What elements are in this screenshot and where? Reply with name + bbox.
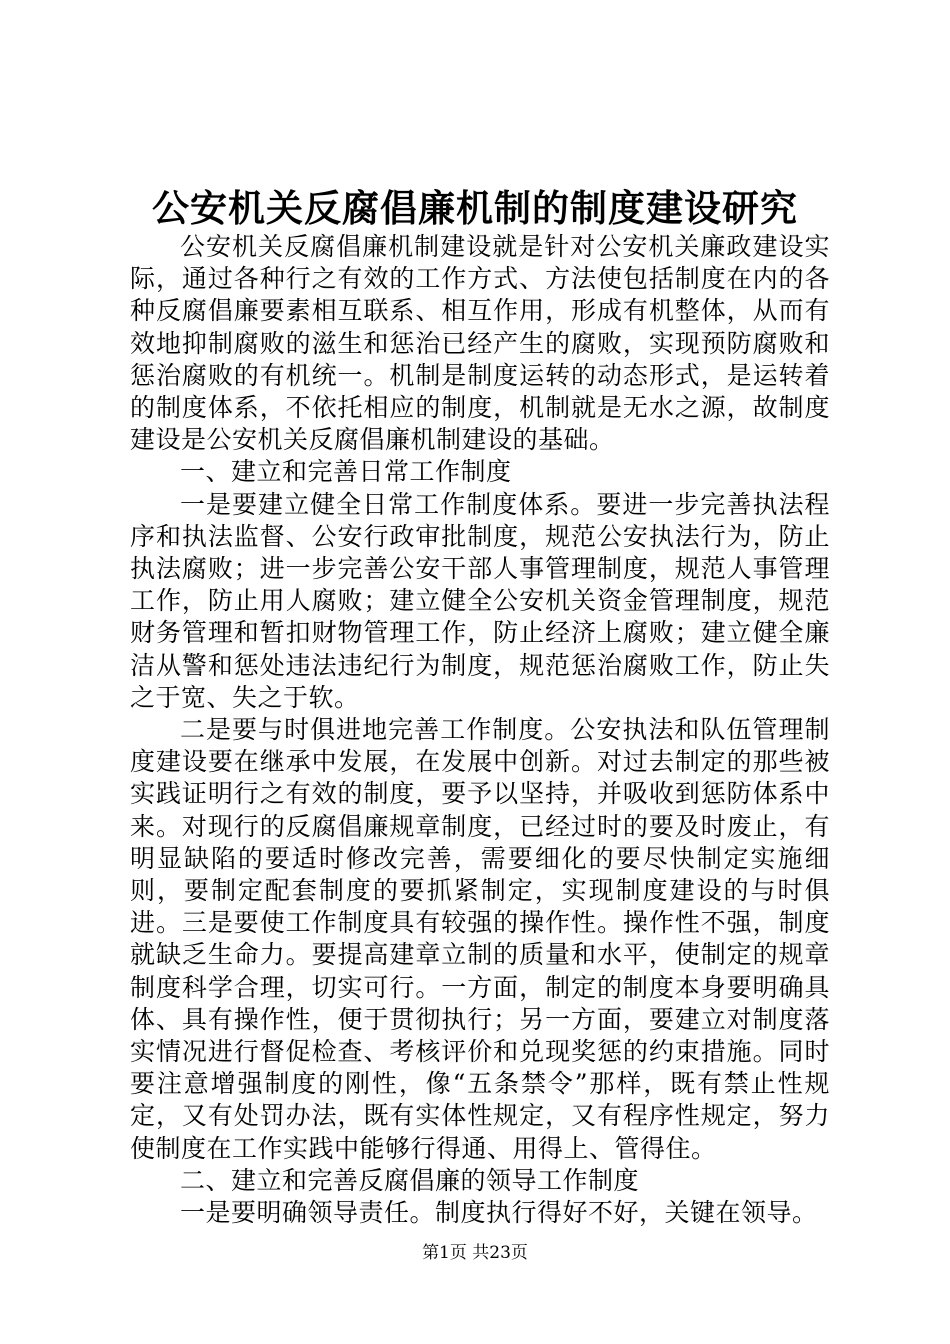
page-footer: 第1页 共23页 [422,1243,528,1263]
document-title: 公安机关反腐倡廉机制的制度建设研究 [152,186,798,230]
paragraph-2: 二是要与时俱进地完善工作制度。公安执法和队伍管理制度建设要在继承中发展，在发展中创新。对过去制定的那些被实践证明行之有效的制度，要予以坚持，并吸收到惩防体系中来。对现行的反腐倡廉规章制度，已经过时的要及时废止，有明显缺陷的要适时修改完善，需要细化的要尽快制定实施细则，要制定配套制度的要抓紧制定，实现制度建设的与时俱进。三是要使工作制度具有较强的操作性。操作性不强，制度就缺乏生命力。要提高建章立制的质量和水平，使制定的规章制度科学合理，切实可行。一方面，制定的制度本身要明确具体、具有操作性，便于贯彻执行；另一方面，要建立对制度落实情况进行督促检查、考核评价和兑现奖惩的约束措施。同时要注意增强制度的刚性，像“五条禁令”那样，既有禁止性规定，又有处罚办法，既有实体性规定，又有程序性规定，努力使制度在工作实践中能够行得通、用得上、管得住。 [130,715,830,1163]
paragraph-3: 一是要明确领导责任。制度执行得好不好，关键在领导。 [180,1198,818,1228]
section-heading-1: 一、建立和完善日常工作制度 [180,457,512,487]
paragraph-1: 一是要建立健全日常工作制度体系。要进一步完善执法程序和执法监督、公安行政审批制度，规范公安执法行为，防止执法腐败；进一步完善公安干部人事管理制度，规范人事管理工作，防止用人腐败；建立健全公安机关资金管理制度，规范财务管理和暂扣财物管理工作，防止经济上腐败；建立健全廉洁从警和惩处违法违纪行为制度，规范惩治腐败工作，防止失之于宽、失之于软。 [130,489,830,712]
document-body [130,231,830,1229]
paragraph-intro: 公安机关反腐倡廉机制建设就是针对公安机关廉政建设实际，通过各种行之有效的工作方式、方法使包括制度在内的各种反腐倡廉要素相互联系、相互作用，形成有机整体，从而有效地抑制腐败的滋生和惩治已经产生的腐败，实现预防腐败和惩治腐败的有机统一。机制是制度运转的动态形式，是运转着的制度体系，不依托相应的制度，机制就是无水之源，故制度建设是公安机关反腐倡廉机制建设的基础。 [130,232,830,455]
section-heading-2: 二、建立和完善反腐倡廉的领导工作制度 [180,1165,640,1195]
